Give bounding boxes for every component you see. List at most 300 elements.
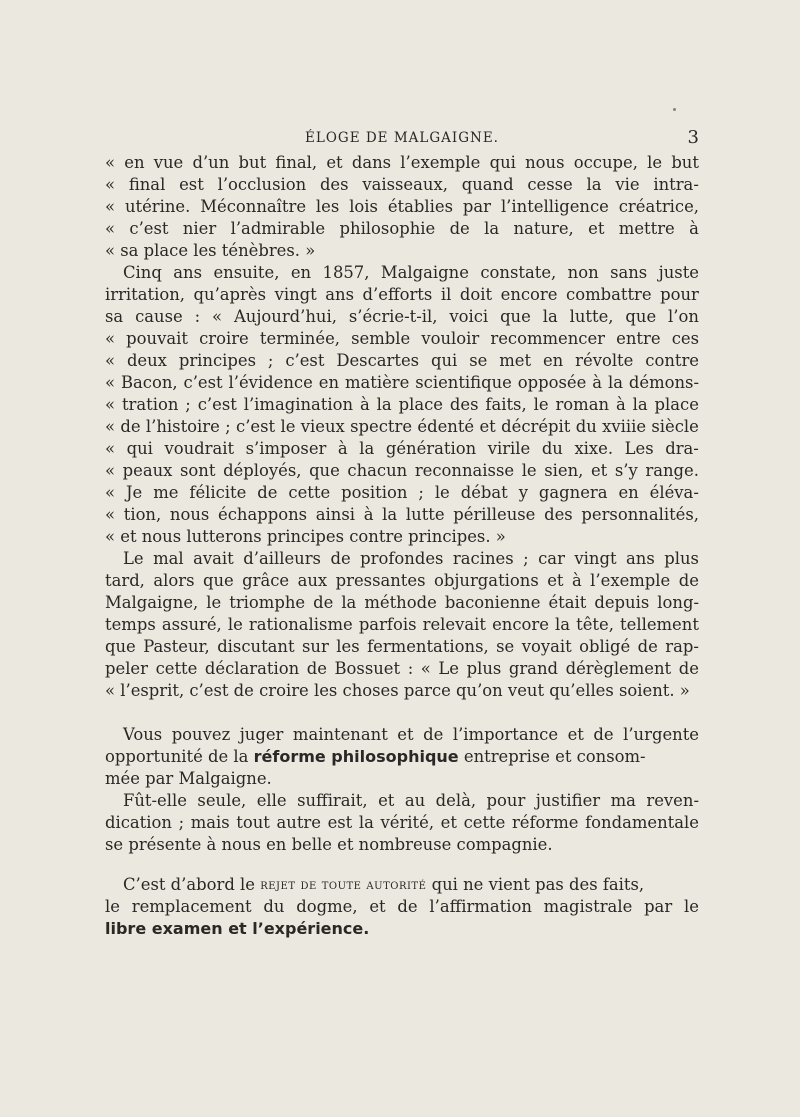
word: deux xyxy=(126,351,167,370)
word: la xyxy=(542,307,558,326)
word: mal xyxy=(153,549,184,568)
word: « xyxy=(105,373,116,392)
word: fondamentale xyxy=(585,813,699,832)
word: la xyxy=(382,505,398,524)
paper-speck xyxy=(673,108,676,111)
word: Malgaigne, xyxy=(105,593,199,612)
word: l’affirmation xyxy=(429,897,532,916)
text-run: qui ne vient pas des faits, xyxy=(426,875,645,894)
word: matière xyxy=(344,373,410,392)
word: des xyxy=(319,175,349,194)
word: « xyxy=(105,351,116,370)
word: Méconnaître xyxy=(200,197,307,216)
word: les xyxy=(336,637,360,656)
word: delà, xyxy=(435,791,477,810)
small-caps-text: rejet de toute autorité xyxy=(260,877,427,893)
text-line xyxy=(105,658,699,680)
word: cause xyxy=(135,307,183,326)
word: « xyxy=(105,505,116,524)
word: juger xyxy=(239,725,284,744)
word: à xyxy=(615,395,626,414)
text-line xyxy=(105,482,699,504)
body-text xyxy=(105,152,699,940)
word: obligé xyxy=(579,637,631,656)
word: cette xyxy=(463,813,506,832)
word: remplacement xyxy=(131,897,252,916)
word: ; xyxy=(523,549,529,568)
word: de xyxy=(397,897,418,916)
word: plus xyxy=(466,659,502,678)
word: met xyxy=(499,351,532,370)
word: justifier xyxy=(535,791,601,810)
word: lois xyxy=(349,197,378,216)
word: but xyxy=(671,153,699,172)
word: l’importance xyxy=(452,725,559,744)
word: mettre xyxy=(618,219,675,238)
word: et xyxy=(567,725,584,744)
word: scientifique xyxy=(415,373,512,392)
word: Pasteur, xyxy=(143,637,210,656)
word: autre xyxy=(276,813,321,832)
word: doit xyxy=(459,285,493,304)
word: contre xyxy=(645,351,699,370)
word: tout xyxy=(236,813,270,832)
word: 1857, xyxy=(322,263,370,282)
word: but xyxy=(238,153,267,172)
word: ans xyxy=(325,285,354,304)
word: ainsi xyxy=(315,505,355,524)
word: l’évidence xyxy=(228,373,313,392)
word: vingt xyxy=(574,549,617,568)
word: chacun xyxy=(347,461,408,480)
word: méthode xyxy=(364,593,437,612)
word: suffirait, xyxy=(297,791,368,810)
word: se xyxy=(496,637,515,656)
word: recommencer xyxy=(490,329,606,348)
word: sans xyxy=(610,263,648,282)
word: génération xyxy=(385,439,477,458)
word: grand xyxy=(508,659,559,678)
text-line xyxy=(105,196,699,218)
word: xviiie xyxy=(602,417,647,436)
word: de xyxy=(257,483,278,502)
word: tête, xyxy=(576,615,614,634)
word: semble xyxy=(351,329,411,348)
word: d’efforts xyxy=(362,285,433,304)
word: et xyxy=(547,571,564,590)
text-line xyxy=(105,372,699,394)
word: le xyxy=(105,897,120,916)
running-head xyxy=(105,127,699,152)
text-line xyxy=(105,896,699,918)
text-line xyxy=(105,504,699,526)
word: l’occlusion xyxy=(217,175,307,194)
text-line xyxy=(105,790,699,812)
word: Le xyxy=(438,659,459,678)
word: rap- xyxy=(665,637,699,656)
word: la xyxy=(341,593,357,612)
word: pouvez xyxy=(171,725,231,744)
word: de xyxy=(449,219,470,238)
word: à xyxy=(359,395,370,414)
word: décrépit xyxy=(501,417,571,436)
running-title: ÉLOGE DE MALGAIGNE. xyxy=(305,130,499,146)
word: roman xyxy=(555,395,610,414)
text-line xyxy=(105,874,699,896)
word: Bossuet xyxy=(334,659,401,678)
word: par xyxy=(644,897,673,916)
word: réforme xyxy=(511,813,579,832)
word: qui xyxy=(489,153,516,172)
word: siècle xyxy=(651,417,699,436)
word: y xyxy=(518,483,528,502)
word: voici xyxy=(449,307,489,326)
word: de xyxy=(678,571,699,590)
word: de xyxy=(306,659,327,678)
word: était xyxy=(548,593,587,612)
emphasis-text: libre examen et l’expérience. xyxy=(105,919,370,938)
word: qu’après xyxy=(193,285,267,304)
word: utérine. xyxy=(124,197,191,216)
word: maintenant xyxy=(292,725,388,744)
word: Je xyxy=(125,483,143,502)
word: à xyxy=(337,439,348,458)
word: que xyxy=(105,637,136,656)
word: ans xyxy=(173,263,203,282)
word: final, xyxy=(275,153,318,172)
word: édenté xyxy=(417,417,475,436)
word: des xyxy=(544,505,573,524)
word: nature, xyxy=(513,219,574,238)
word: lutte xyxy=(405,505,445,524)
word: vingt xyxy=(274,285,317,304)
word: l’urgente xyxy=(623,725,699,744)
text-line xyxy=(105,394,699,416)
word: relevait xyxy=(422,615,486,634)
word: s’y xyxy=(614,461,638,480)
word: le xyxy=(227,615,243,634)
word: déclaration xyxy=(204,659,300,678)
word: mais xyxy=(190,813,230,832)
word: vaisseaux, xyxy=(362,175,448,194)
word: en xyxy=(124,153,145,172)
word: vérité, xyxy=(380,813,435,832)
word: que xyxy=(625,307,657,326)
word: ans xyxy=(626,549,655,568)
word: encore xyxy=(492,615,549,634)
text-run: C’est d’abord le xyxy=(123,875,261,894)
word: en xyxy=(318,373,340,392)
word: avait xyxy=(193,549,234,568)
word: l’imagination xyxy=(243,395,354,414)
word: c’est xyxy=(183,373,223,392)
word: aux xyxy=(297,571,328,590)
text-line xyxy=(105,918,699,940)
word: nous xyxy=(169,505,210,524)
word: Descartes xyxy=(336,351,420,370)
word: entre xyxy=(616,329,661,348)
word: tion, xyxy=(123,505,162,524)
word: depuis xyxy=(594,593,650,612)
word: la xyxy=(359,439,375,458)
word: à xyxy=(689,219,699,238)
word: « xyxy=(420,659,431,678)
word: ma xyxy=(610,791,636,810)
word: « xyxy=(105,197,116,216)
word: seule, xyxy=(197,791,247,810)
word: sont xyxy=(180,461,216,480)
text-run: opportunité de la xyxy=(105,747,254,766)
word: « xyxy=(212,307,223,326)
word: vue xyxy=(153,153,184,172)
word: « xyxy=(105,461,116,480)
word: fermentations, xyxy=(367,637,489,656)
word: établies xyxy=(387,197,454,216)
word: le xyxy=(206,593,222,612)
word: Cinq xyxy=(123,263,162,282)
word: sur xyxy=(302,637,329,656)
word: c’est xyxy=(236,417,276,436)
text-line: « l’esprit, c’est de croire les choses parce qu’on veut qu’elles soient. » xyxy=(105,681,690,700)
word: et xyxy=(588,219,605,238)
word: baconienne xyxy=(444,593,541,612)
word: tard, xyxy=(105,571,145,590)
word: alors xyxy=(153,571,195,590)
word: Malgaigne xyxy=(380,263,469,282)
word: le xyxy=(521,461,537,480)
word: ; xyxy=(185,395,191,414)
word: de xyxy=(637,637,658,656)
word: terminée, xyxy=(259,329,340,348)
word: virile xyxy=(487,439,531,458)
word: peler xyxy=(105,659,148,678)
word: c’est xyxy=(197,395,237,414)
word: s’écrie-t-il, xyxy=(348,307,438,326)
word: Aujourd’hui, xyxy=(233,307,337,326)
word: qui xyxy=(126,439,153,458)
word: du xyxy=(541,439,563,458)
word: croire xyxy=(199,329,249,348)
word: la xyxy=(586,175,602,194)
word: au xyxy=(404,791,426,810)
word: pressantes xyxy=(335,571,426,590)
word: philosophie xyxy=(339,219,436,238)
word: de xyxy=(330,549,351,568)
word: l’exemple xyxy=(400,153,481,172)
text-line xyxy=(105,284,699,306)
word: final xyxy=(128,175,166,194)
word: d’ailleurs xyxy=(243,549,321,568)
word: reven- xyxy=(646,791,699,810)
text-line xyxy=(105,416,699,438)
word: dans xyxy=(351,153,392,172)
word: Le xyxy=(123,549,144,568)
word: de xyxy=(593,725,614,744)
word: car xyxy=(538,549,565,568)
text-line xyxy=(105,592,699,614)
word: et xyxy=(326,153,343,172)
word: et xyxy=(369,897,386,916)
text-line xyxy=(105,812,699,834)
word: de xyxy=(313,593,334,612)
word: dogme, xyxy=(296,897,358,916)
word: et xyxy=(378,791,395,810)
word: l’intelligence xyxy=(500,197,609,216)
word: « xyxy=(105,395,116,414)
word: la xyxy=(632,395,648,414)
word: dication xyxy=(105,813,172,832)
word: du xyxy=(263,897,285,916)
word: nier xyxy=(182,219,217,238)
word: faits, xyxy=(485,395,527,414)
word: position xyxy=(341,483,408,502)
word: occupe, xyxy=(573,153,638,172)
word: et xyxy=(440,813,457,832)
word: racines xyxy=(452,549,514,568)
word: l’exemple xyxy=(590,571,671,590)
word: ; xyxy=(418,483,424,502)
text-line: « et nous lutterons principes contre principes. » xyxy=(105,527,506,546)
word: cesse xyxy=(527,175,573,194)
word: « xyxy=(105,219,116,238)
word: profondes xyxy=(360,549,444,568)
word: « xyxy=(105,329,116,348)
word: la xyxy=(555,615,571,634)
word: révolte xyxy=(575,351,634,370)
word: quand xyxy=(461,175,514,194)
text-line xyxy=(105,174,699,196)
text-line xyxy=(105,262,699,284)
word: le xyxy=(434,483,450,502)
text-line xyxy=(105,548,699,570)
word: est xyxy=(327,813,353,832)
word: vieux xyxy=(300,417,345,436)
word: félicite xyxy=(189,483,247,502)
text-line: « sa place les ténèbres. » xyxy=(105,241,316,260)
word: « xyxy=(105,153,116,172)
text-line xyxy=(105,350,699,372)
word: en xyxy=(542,351,564,370)
word: l’on xyxy=(668,307,699,326)
word: peaux xyxy=(122,461,173,480)
word: long- xyxy=(657,593,699,612)
word: le xyxy=(533,395,549,414)
word: tellement xyxy=(620,615,699,634)
word: le xyxy=(280,417,296,436)
word: et xyxy=(397,725,414,744)
word: pour xyxy=(486,791,526,810)
word: est xyxy=(179,175,204,194)
word: que xyxy=(500,307,531,326)
word: magistrale xyxy=(543,897,633,916)
word: ; xyxy=(178,813,185,832)
word: ensuite, xyxy=(213,263,280,282)
text-line xyxy=(105,460,699,482)
word: l’histoire xyxy=(145,417,220,436)
word: opposée xyxy=(517,373,587,392)
word: cette xyxy=(155,659,198,678)
paragraph-gap xyxy=(105,856,699,874)
word: c’est xyxy=(129,219,169,238)
word: place xyxy=(654,395,699,414)
word: et xyxy=(590,461,608,480)
word: à xyxy=(592,373,603,392)
word: du xyxy=(575,417,597,436)
text-line xyxy=(105,636,699,658)
word: il xyxy=(440,285,452,304)
word: de xyxy=(678,659,699,678)
word: Fût-elle xyxy=(123,791,187,810)
paragraph-gap xyxy=(105,702,699,724)
word: range. xyxy=(645,461,699,480)
word: pour xyxy=(660,285,699,304)
word: ces xyxy=(671,329,699,348)
word: irritation, xyxy=(105,285,185,304)
word: échappons xyxy=(218,505,308,524)
word: : xyxy=(194,307,201,326)
word: débat xyxy=(460,483,508,502)
word: dra- xyxy=(665,439,699,458)
word: « xyxy=(105,439,116,458)
word: rationalisme xyxy=(248,615,353,634)
word: voyait xyxy=(521,637,572,656)
text-line xyxy=(105,328,699,350)
word: vouloir xyxy=(421,329,480,348)
word: intra- xyxy=(653,175,699,194)
word: me xyxy=(153,483,179,502)
word: à xyxy=(571,571,582,590)
word: cette xyxy=(288,483,331,502)
word: se xyxy=(469,351,488,370)
word: éléva- xyxy=(649,483,699,502)
word: vie xyxy=(615,175,640,194)
word: personnalités, xyxy=(581,505,699,524)
word: le xyxy=(647,153,663,172)
word: qui xyxy=(431,351,458,370)
word: dérèglement xyxy=(565,659,672,678)
word: la xyxy=(376,395,392,414)
word: s’imposer xyxy=(245,439,327,458)
word: Les xyxy=(624,439,654,458)
word: xixe. xyxy=(574,439,614,458)
word: la xyxy=(607,373,623,392)
word: spectre xyxy=(350,417,413,436)
word: juste xyxy=(658,263,699,282)
text-line xyxy=(105,306,699,328)
word: sien, xyxy=(544,461,584,480)
word: et xyxy=(479,417,496,436)
word: par xyxy=(462,197,492,216)
word: assuré, xyxy=(161,615,222,634)
text-line xyxy=(105,724,699,746)
word: voudrait xyxy=(164,439,235,458)
word: place xyxy=(398,395,443,414)
word: combattre xyxy=(566,285,652,304)
word: lutte, xyxy=(569,307,614,326)
word: la xyxy=(358,813,374,832)
emphasis-text: réforme philosophique xyxy=(253,747,459,766)
page-number: 3 xyxy=(687,127,699,148)
word: encore xyxy=(500,285,558,304)
word: plus xyxy=(664,549,699,568)
word: elle xyxy=(256,791,287,810)
word: des xyxy=(449,395,479,414)
word: d’un xyxy=(192,153,230,172)
text-line xyxy=(105,746,699,768)
word: que xyxy=(202,571,234,590)
word: reconnaisse xyxy=(414,461,515,480)
word: : xyxy=(407,659,414,678)
